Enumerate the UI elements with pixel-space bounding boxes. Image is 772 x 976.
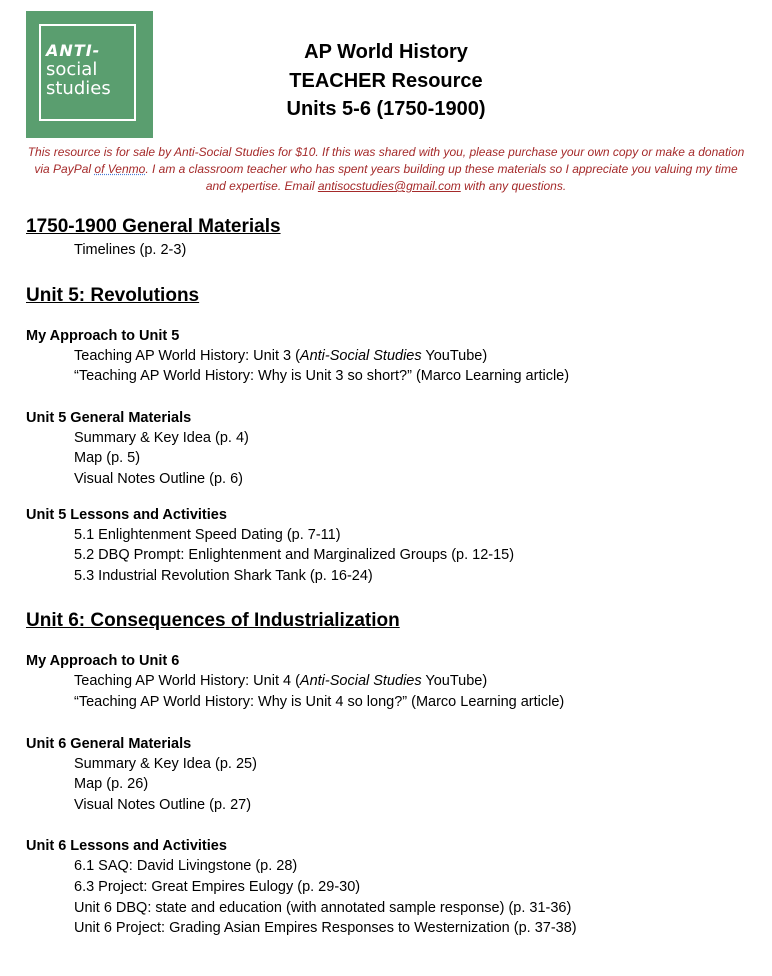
table-of-contents: [26, 214, 756, 939]
list-item: “Teaching AP World History: Why is Unit 3 so short?” (Marco Learning article): [74, 368, 570, 385]
unit5-general-heading: Unit 5 General Materials: [26, 409, 192, 426]
list-item: Teaching AP World History: Unit 3 (Anti-Social Studies YouTube): [74, 347, 488, 364]
list-item: Unit 6 DBQ: state and education (with annotated sample response) (p. 31-36): [74, 899, 572, 916]
list-item: 5.2 DBQ Prompt: Enlightenment and Marginalized Groups (p. 12-15): [74, 547, 515, 564]
logo-text-line3: studies: [46, 78, 111, 99]
logo-text-line1: ANTI-: [46, 41, 101, 60]
list-item: Visual Notes Outline (p. 6): [74, 470, 243, 487]
notice-venmo: of Venmo: [94, 162, 146, 176]
notice-text-1: This resource is for sale by Anti-Social Studies for $10. If this was shared with you, please purchase your own copy or make a donation via PayPal: [27, 145, 745, 176]
logo-frame: [39, 24, 136, 121]
email-link[interactable]: antisocstudies@gmail.com: [317, 179, 461, 193]
list-item: Timelines (p. 2-3): [74, 242, 187, 258]
title-line-3: Units 5-6 (1750-1900): [286, 98, 486, 120]
list-item: 5.3 Industrial Revolution Shark Tank (p. 16-24): [74, 567, 373, 584]
list-item: 5.1 Enlightenment Speed Dating (p. 7-11): [74, 526, 341, 543]
unit5-lessons-heading: Unit 5 Lessons and Activities: [26, 506, 227, 523]
unit5-heading: Unit 5: Revolutions: [26, 284, 200, 306]
list-item: Teaching AP World History: Unit 4 (Anti-Social Studies YouTube): [74, 673, 488, 690]
unit6-lessons-heading: Unit 6 Lessons and Activities: [26, 838, 227, 855]
list-item: Summary & Key Idea (p. 25): [74, 755, 257, 772]
logo-text-line2: social: [46, 59, 98, 80]
list-item: Unit 6 Project: Grading Asian Empires Responses to Westernization (p. 37-38): [74, 920, 577, 937]
unit6-general-heading: Unit 6 General Materials: [26, 735, 192, 752]
notice-text-2: . I am a classroom teacher who has spent years building up these materials so I appreciate you valuing my time and expertise. Email: [145, 162, 738, 193]
list-item: “Teaching AP World History: Why is Unit 4 so long?” (Marco Learning article): [74, 693, 565, 710]
title-line-1: AP World History: [304, 41, 468, 63]
sale-notice: [24, 144, 748, 195]
logo: [26, 11, 153, 138]
list-item: Map (p. 26): [74, 776, 149, 793]
document-title: [190, 38, 582, 124]
list-item: Visual Notes Outline (p. 27): [74, 796, 252, 813]
list-item: Map (p. 5): [74, 450, 141, 467]
title-line-2: TEACHER Resource: [289, 69, 483, 92]
list-item: 6.1 SAQ: David Livingstone (p. 28): [74, 858, 298, 875]
general-materials-heading: 1750-1900 General Materials: [26, 216, 281, 237]
unit6-approach-heading: My Approach to Unit 6: [26, 653, 180, 670]
list-item: 6.3 Project: Great Empires Eulogy (p. 29-30): [74, 878, 361, 895]
notice-text-3: with any questions.: [460, 179, 567, 193]
list-item: Summary & Key Idea (p. 4): [74, 429, 249, 446]
unit6-heading: Unit 6: Consequences of Industrialization: [26, 610, 400, 632]
unit5-approach-heading: My Approach to Unit 5: [26, 327, 180, 344]
